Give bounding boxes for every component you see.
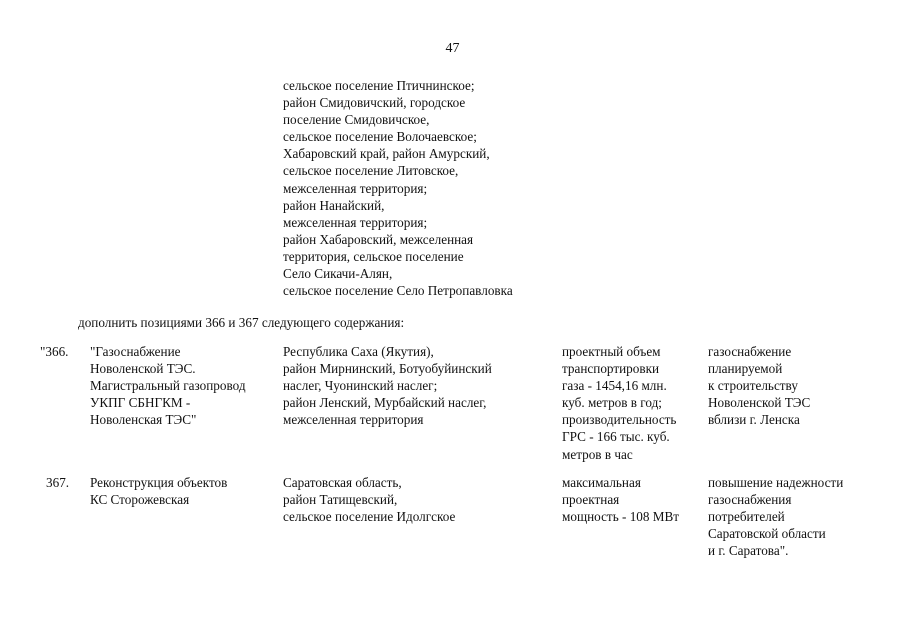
text-line: Новоленская ТЭС" (90, 412, 197, 428)
object-name-cell (90, 343, 278, 428)
text-line: межселенная территория; (283, 180, 428, 196)
text-line: район Татищевский, (283, 492, 398, 508)
text-line: потребителей (708, 509, 785, 525)
text-line: КС Сторожевская (90, 492, 190, 508)
text-line: производительность (562, 412, 677, 428)
text-line: максимальная (562, 475, 641, 490)
text-line: Новоленской ТЭС (708, 395, 811, 411)
text-line: к строительству (708, 378, 798, 394)
text-line: куб. метров в год; (562, 395, 662, 411)
text-line: проектный объем (562, 344, 661, 359)
text-line: проектная (562, 492, 620, 508)
text-line: Хабаровский край, район Амурский, (283, 146, 490, 162)
text-line: Село Сикачи-Алян, (283, 266, 393, 282)
text-line: вблизи г. Ленска (708, 412, 800, 428)
text-line: мощность - 108 МВт (562, 509, 680, 525)
position-number-text: 367. (46, 475, 70, 490)
text-line: территория, сельское поселение (283, 248, 464, 264)
text-line: Республика Саха (Якутия), (283, 344, 434, 359)
text-line: ГРС - 166 тыс. куб. (562, 429, 670, 445)
page-number: 47 (445, 41, 460, 56)
text-line: район Смидовичский, городское (283, 95, 466, 111)
location-cell (283, 474, 553, 525)
text-line: межселенная территория; (283, 214, 428, 230)
text-line: Саратовская область, (283, 475, 402, 490)
continuation-location-text (283, 77, 583, 299)
text-line: поселение Смидовичское, (283, 112, 430, 128)
text-line: и г. Саратова". (708, 543, 789, 559)
text-line: сельское поселение Волочаевское; (283, 129, 477, 145)
text-line: наслег, Чуонинский наслег; (283, 378, 438, 394)
amendment-intro-text: дополнить позициями 366 и 367 следующего содержания: (78, 315, 405, 330)
position-number (40, 343, 86, 360)
text-line: газоснабжение (708, 344, 792, 359)
text-line: УКПГ СБНГКМ - (90, 395, 191, 411)
text-line: газоснабжения (708, 492, 792, 508)
parameters-cell (562, 474, 702, 525)
text-line: район Мирнинский, Ботуобуйинский (283, 361, 492, 377)
purpose-cell (708, 474, 898, 559)
purpose-cell (708, 343, 898, 428)
text-line: "Газоснабжение (90, 344, 181, 359)
text-line: Новоленской ТЭС. (90, 361, 196, 377)
text-line: сельское поселение Литовское, (283, 163, 459, 179)
text-line: район Ленский, Мурбайский наслег, (283, 395, 487, 411)
text-line: район Хабаровский, межселенная (283, 231, 474, 247)
text-line: межселенная территория (283, 412, 424, 428)
position-number (46, 474, 92, 491)
text-line: газа - 1454,16 млн. (562, 378, 667, 394)
text-line: сельское поселение Птичнинское; (283, 78, 475, 93)
text-line: сельское поселение Село Петропавловка (283, 283, 513, 299)
object-name-cell (90, 474, 278, 508)
text-line: Магистральный газопровод (90, 378, 246, 394)
text-line: метров в час (562, 446, 633, 462)
text-line: район Нанайский, (283, 197, 385, 213)
location-cell (283, 343, 553, 428)
text-line: повышение надежности (708, 475, 844, 490)
position-number-text: "366. (40, 344, 69, 359)
text-line: планируемой (708, 361, 783, 377)
text-line: транспортировки (562, 361, 660, 377)
text-line: сельское поселение Идолгское (283, 509, 456, 525)
text-line: Реконструкция объектов (90, 475, 228, 490)
text-line: Саратовской области (708, 526, 826, 542)
parameters-cell (562, 343, 702, 463)
